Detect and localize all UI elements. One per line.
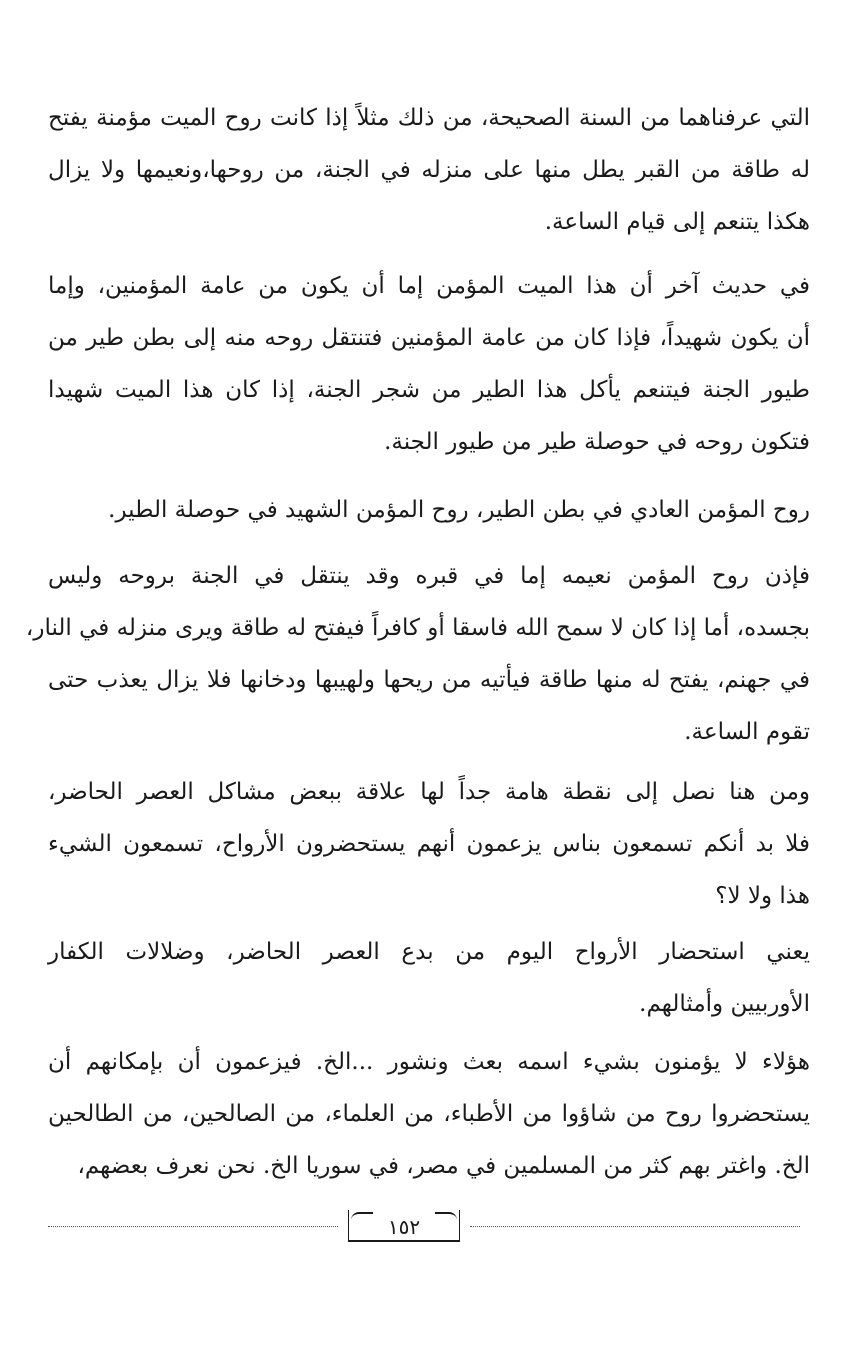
text-line: فتكون روحه في حوصلة طير من طيور الجنة. [384, 429, 810, 455]
page-number-frame [348, 1210, 460, 1242]
text-line: ومن هنا نصل إلى نقطة هامة جداً لها علاقة ببعض مشاكل العصر الحاضر، [48, 779, 810, 805]
text-line: الأوربيين وأمثالهم. [639, 991, 810, 1017]
text-line: في حديث آخر أن هذا الميت المؤمن إما أن يكون من عامة المؤمنين، وإما [48, 273, 810, 299]
text-line: الخ. واغتر بهم كثر من المسلمين في مصر، في سوريا الخ. نحن نعرف بعضهم، [77, 1153, 810, 1179]
text-line: فإذن روح المؤمن نعيمه إما في قبره وقد ينتقل في الجنة بروحه وليس [48, 563, 810, 589]
text-line: بجسده، أما إذا كان لا سمح الله فاسقا أو كافراً فيفتح له طاقة ويرى منزله في النار، [25, 615, 810, 641]
text-line: التي عرفناهما من السنة الصحيحة، من ذلك مثلاً إذا كانت روح الميت مؤمنة يفتح [48, 105, 810, 131]
text-line: له طاقة من القبر يطل منها على منزله في الجنة، من روحها،ونعيمها ولا يزال [48, 157, 810, 183]
text-line: يستحضروا روح من شاؤوا من الأطباء، من العلماء، من الصالحين، من الطالحين [48, 1101, 810, 1127]
text-line: هكذا يتنعم إلى قيام الساعة. [544, 209, 810, 235]
footer-rule-right [470, 1226, 800, 1227]
text-line: هؤلاء لا يؤمنون بشيء اسمه بعث ونشور ...الخ. فيزعمون أن بإمكانهم أن [48, 1049, 810, 1075]
text-line: في جهنم، يفتح له منها طاقة فيأتيه من ريحها ولهيبها ودخانها فلا يزال يعذب حتى [48, 667, 810, 693]
text-line: فلا بد أنكم تسمعون بناس يزعمون أنهم يستحضرون الأرواح، تسمعون الشيء [48, 831, 810, 857]
text-line: أن يكون شهيداً، فإذا كان من عامة المؤمنين فتنتقل روحه منه إلى بطن طير من [48, 325, 810, 351]
text-line: هذا ولا لا؟ [715, 883, 810, 909]
footer-rule-left [48, 1226, 338, 1227]
text-line: طيور الجنة فيتنعم يأكل هذا الطير من شجر الجنة، إذا كان هذا الميت شهيدا [48, 377, 810, 403]
page-footer [48, 1210, 800, 1246]
text-line: تقوم الساعة. [684, 719, 810, 745]
text-line: روح المؤمن العادي في بطن الطير، روح المؤمن الشهيد في حوصلة الطير. [108, 497, 810, 523]
page-number: ١٥٢ [387, 1215, 421, 1239]
text-line: يعني استحضار الأرواح اليوم من بدع العصر الحاضر، وضلالات الكفار [48, 939, 810, 965]
